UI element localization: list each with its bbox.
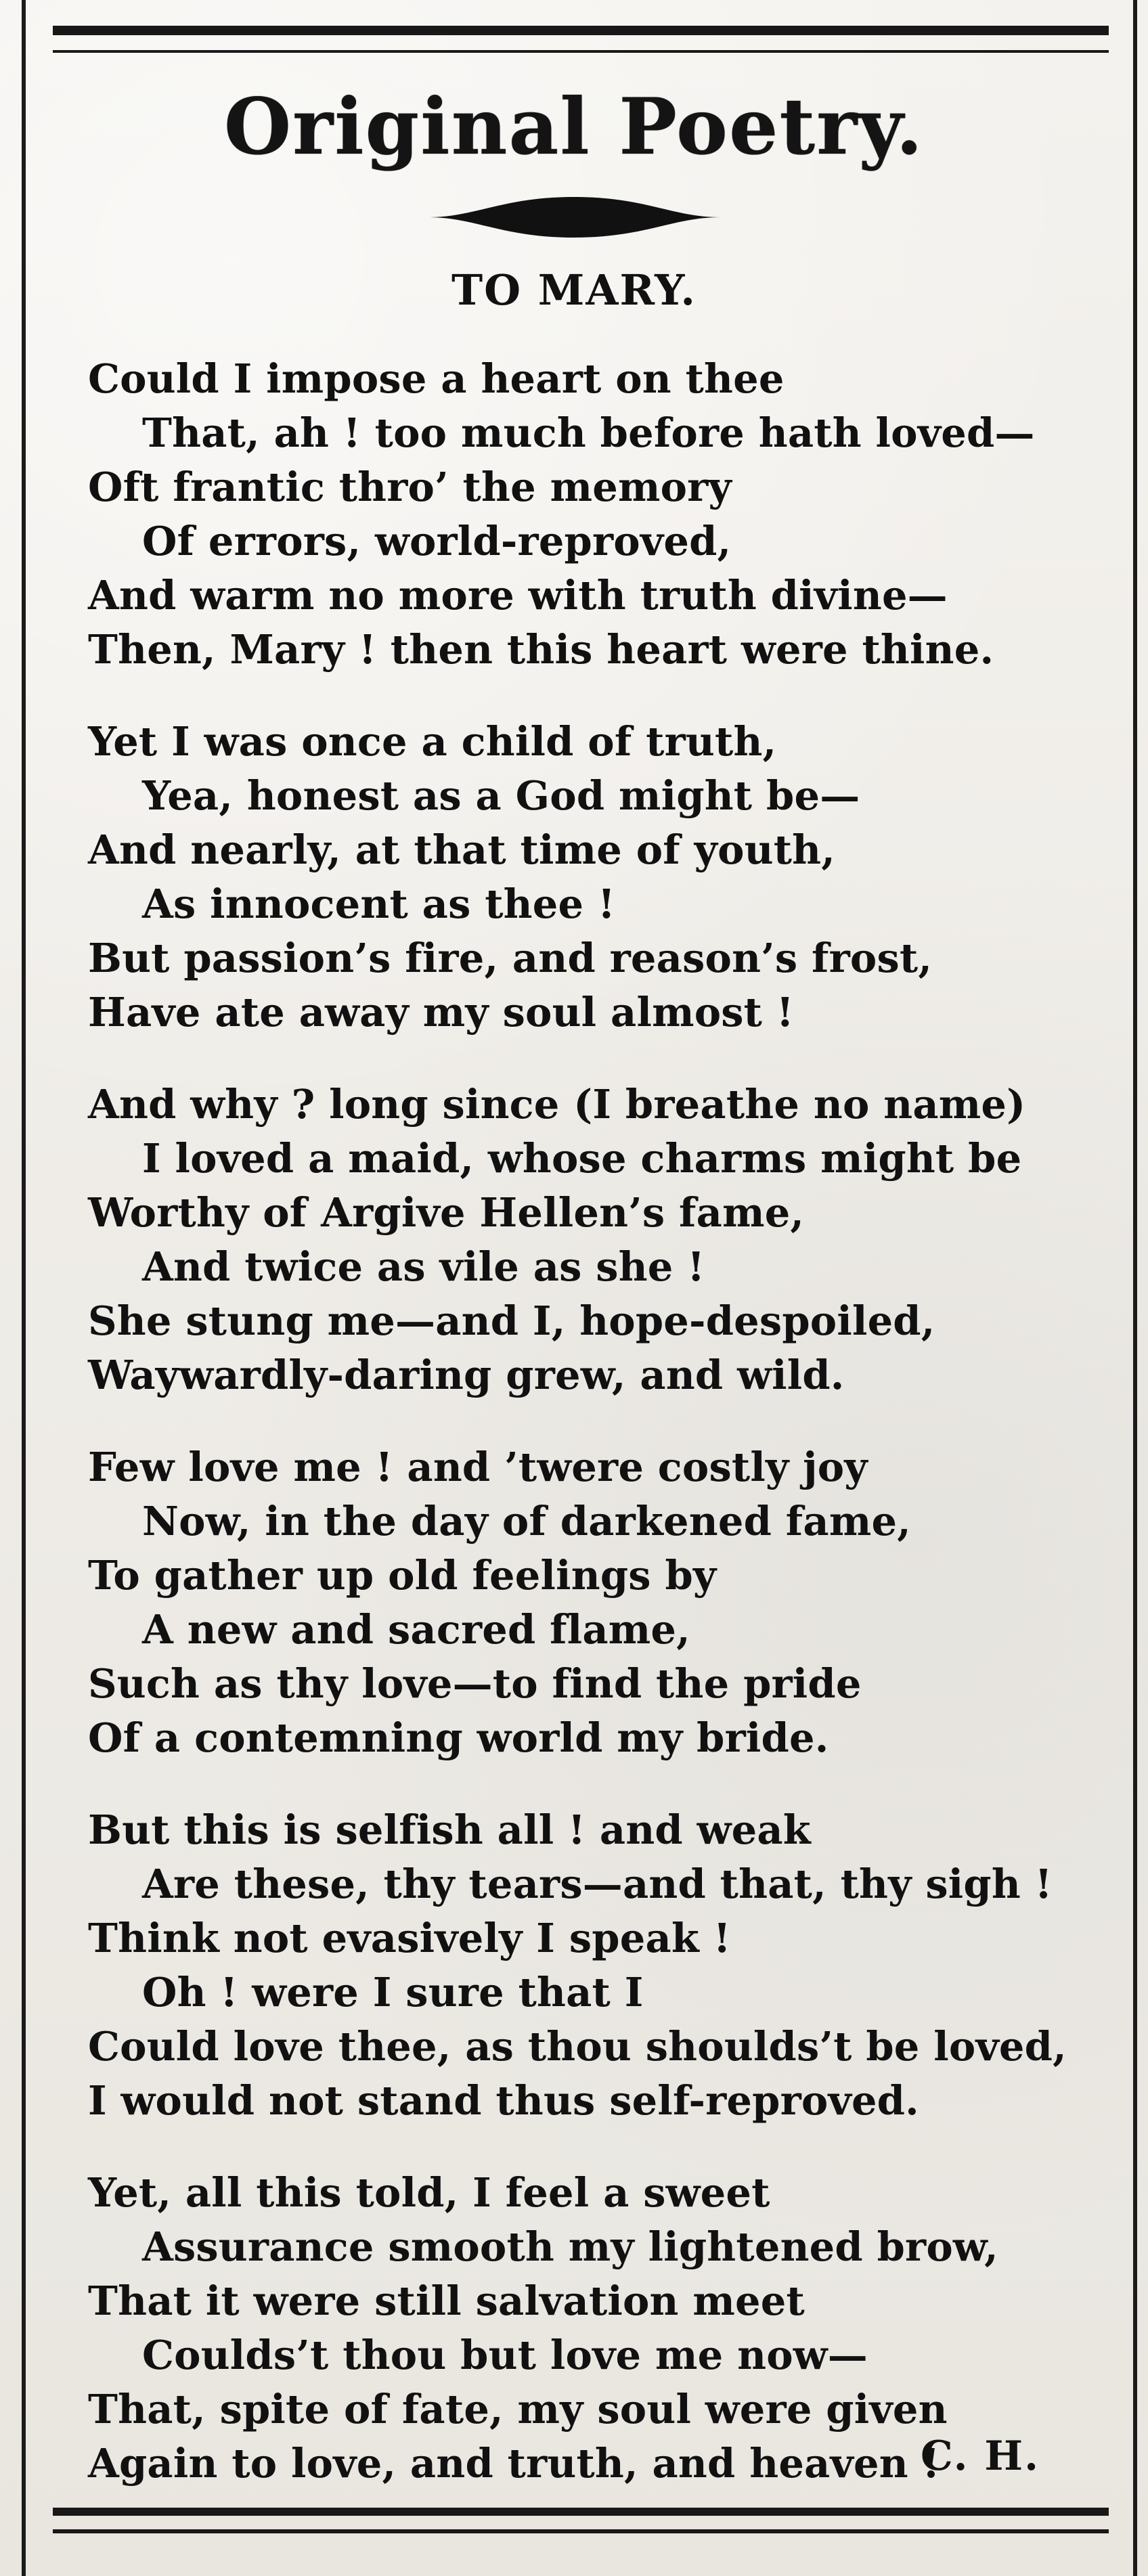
poem-line: Of a contemning world my bride. [88, 1714, 829, 1761]
stanza [88, 1078, 1076, 1402]
left-border-rule [22, 0, 26, 2576]
stanza [88, 715, 1076, 1040]
poem-line: Worthy of Argive Hellen’s fame, [88, 1189, 805, 1236]
stanza [88, 352, 1076, 677]
poem-line: But this is selfish all ! and weak [88, 1806, 811, 1853]
poem-line: A new and sacred flame, [142, 1606, 690, 1653]
right-border-rule [1133, 0, 1137, 2576]
poem-line: Yet I was once a child of truth, [88, 718, 777, 765]
poem-line: Could love thee, as thou shoulds’t be loved, [88, 2023, 1067, 2070]
top-rule-light [53, 50, 1109, 53]
bottom-rule-light [53, 2529, 1109, 2533]
poem-signature: C. H. [920, 2433, 1040, 2480]
poem-title: TO MARY. [451, 265, 697, 315]
poem-line: Oft frantic thro’ the memory [88, 464, 732, 510]
poem-line: I loved a maid, whose charms might be [142, 1135, 1022, 1182]
top-rule-heavy [53, 26, 1109, 35]
poem-line: That, ah ! too much before hath loved— [142, 409, 1035, 456]
poem-line: Yea, honest as a God might be— [142, 772, 860, 819]
poem-line: Now, in the day of darkened fame, [142, 1498, 911, 1545]
poem-line: And nearly, at that time of youth, [88, 826, 836, 873]
poem-line: Few love me ! and ’twere costly joy [88, 1444, 868, 1490]
poem-line: Of errors, world-reproved, [142, 518, 732, 564]
poem-line: To gather up old feelings by [88, 1552, 717, 1599]
poem-line: And warm no more with truth divine— [88, 572, 948, 619]
poem-line: Again to love, and truth, and heaven ! [88, 2440, 940, 2487]
poem-line: Then, Mary ! then this heart were thine. [88, 626, 994, 673]
poem-line: As innocent as thee ! [142, 881, 616, 927]
poem-line: But passion’s fire, and reason’s frost, [88, 935, 933, 981]
bottom-rule-heavy [53, 2508, 1109, 2516]
poem-line: Assurance smooth my lightened brow, [142, 2223, 998, 2270]
poem-line: And twice as vile as she ! [142, 1243, 705, 1290]
poem-line: And why ? long since (I breathe no name) [88, 1081, 1026, 1128]
poem-line: I would not stand thus self-reproved. [88, 2077, 919, 2124]
poem-line: Have ate away my soul almost ! [88, 989, 794, 1036]
poem-line: Yet, all this told, I feel a sweet [88, 2169, 770, 2216]
poem-line: She stung me—and I, hope-despoiled, [88, 1297, 935, 1344]
poem-line: That it were still salvation meet [88, 2278, 805, 2324]
section-title: Original Poetry. [223, 81, 925, 172]
poem-line: Are these, thy tears—and that, thy sigh ! [142, 1861, 1053, 1907]
poem-line: Coulds’t thou but love me now— [142, 2332, 868, 2378]
poem-line: Such as thy love—to find the pride [88, 1660, 862, 1707]
stanza [88, 1440, 1076, 1765]
poem-line: That, spite of fate, my soul were given [88, 2386, 948, 2433]
poem-line: Waywardly-daring grew, and wild. [88, 1352, 845, 1398]
poem-line: Think not evasively I speak ! [88, 1915, 731, 1961]
poem-line: Oh ! were I sure that I [142, 1969, 644, 2016]
stanza [88, 1803, 1076, 2128]
poem-line: Could I impose a heart on thee [88, 355, 785, 402]
ornament-rule [428, 194, 720, 241]
poem-body [88, 352, 1076, 2529]
